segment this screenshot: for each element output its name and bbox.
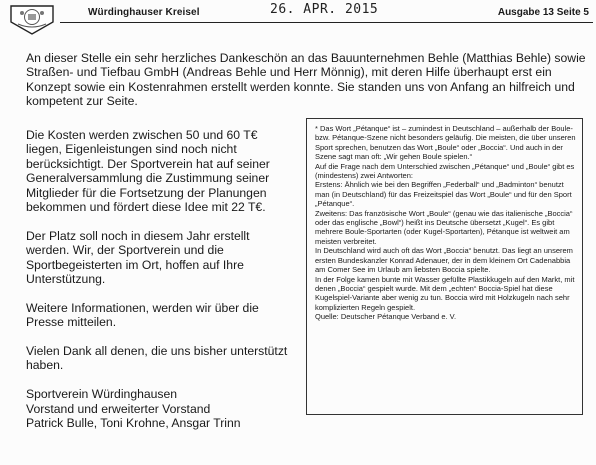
left-column (26, 128, 296, 430)
page-header (0, 0, 596, 44)
schedule-paragraph: Der Platz soll noch in diesem Jahr erstellt werden. Wir, der Sportverein und die Sportbegeisterten im Ort, hoffen auf Ihre Unterstützung. (26, 228, 250, 287)
footnote-box (306, 118, 583, 415)
note-paragraph-5: In Deutschland wird auch oft das Wort „Boccia“ benutzt. Das liegt an unserem ersten Bundeskanzler Konrad Adenauer, der in dem kleinem Ort Cadenabbia am Comer See im Urlaub am liebsten Boccia spielte. (315, 246, 573, 275)
signature-board: Vorstand und erweiterter Vorstand (26, 401, 211, 416)
header-rule (60, 22, 593, 23)
issue-page-label: Ausgabe 13 Seite 5 (497, 7, 589, 18)
note-paragraph-4: Zweitens: Das französische Wort „Boule“ (genau wie das italienische „Boccia“ oder das englische „Bowl“) heißt ins Deutsche übersetzt „Kugel“. Es gibt mehrere Boule-Sportarten (oder Kugel-Sportarten), Pétanque ist weltweit am meisten verbreitet. (315, 208, 573, 246)
note-paragraph-1: * Das Wort „Pétanque“ ist – zumindest in Deutschland – außerhalb der Boule- bzw. Pétanque-Szene nicht besonders geläufig. Die meisten, die über unseren Sport sprechen, benutzen das Wort „Boule“ oder „Boccia“. Und auch in der Szene sagt man oft: „Wir gehen Boule spielen.“ (315, 124, 576, 162)
thanks-paragraph: Vielen Dank all denen, die uns bisher unterstützt haben. (26, 344, 288, 373)
costs-paragraph: Die Kosten werden zwischen 50 und 60 T€ liegen, Eigenleistungen sind noch nicht berücksichtigt. Der Sportverein hat auf seiner Generalversammlung die Zustimmung seiner Mitglieder für die Fortsetzung der Planungen bekommen und fördert diese Idee mit 22 T€. (26, 128, 270, 215)
signature-names: Patrick Bulle, Toni Krohne, Ansgar Trinn (26, 416, 241, 431)
note-source: Quelle: Deutscher Pétanque Verband e. V. (315, 312, 457, 322)
signature-organization: Sportverein Würdinghausen (26, 387, 178, 402)
date-stamp: 26. APR. 2015 (270, 2, 379, 17)
signature-block (26, 387, 296, 430)
note-paragraph-2: Auf die Frage nach dem Unterschied zwischen „Pétanque“ und „Boule“ gibt es (mindestens) zwei Antworten: (315, 161, 575, 181)
publication-title: Würdinghauser Kreisel (88, 7, 200, 18)
info-paragraph: Weitere Informationen, werden wir über die Presse mitteilen. (26, 300, 259, 330)
intro-paragraph: An dieser Stelle ein sehr herzliches Dankeschön an das Bauunternehmen Behle (Matthias Behle) sowie Straßen- und Tiefbau GmbH (Andreas Behle und Herr Mönnig), mit deren Hilfe überhaupt erst ein Konzept sowie ein Kostenrahmen erstellt werden konnte. Sie standen uns von Anfang an hilfreich und kompetent zur Seite. (26, 51, 586, 109)
kreisel-logo-icon (8, 4, 56, 36)
note-paragraph-6: In der Folge kamen bunte mit Wasser gefüllte Plastikkugeln auf den Markt, mit denen „Boccia“ gespielt wurde. Mit dem „echten“ Boccia-Spiel hat diese Kugelspiel-Variante aber wenig zu tun. Boccia wird mit Holzkugeln nach sehr komplizierten Regeln gespielt. (315, 274, 575, 312)
note-paragraph-3: Erstens: Ähnlich wie bei den Begriffen „Federball“ und „Badminton“ benutzt man (in Deutschland) für das Freizeitspiel das Wort „Boule“ und für den Sport „Pétanque“. (315, 180, 572, 209)
